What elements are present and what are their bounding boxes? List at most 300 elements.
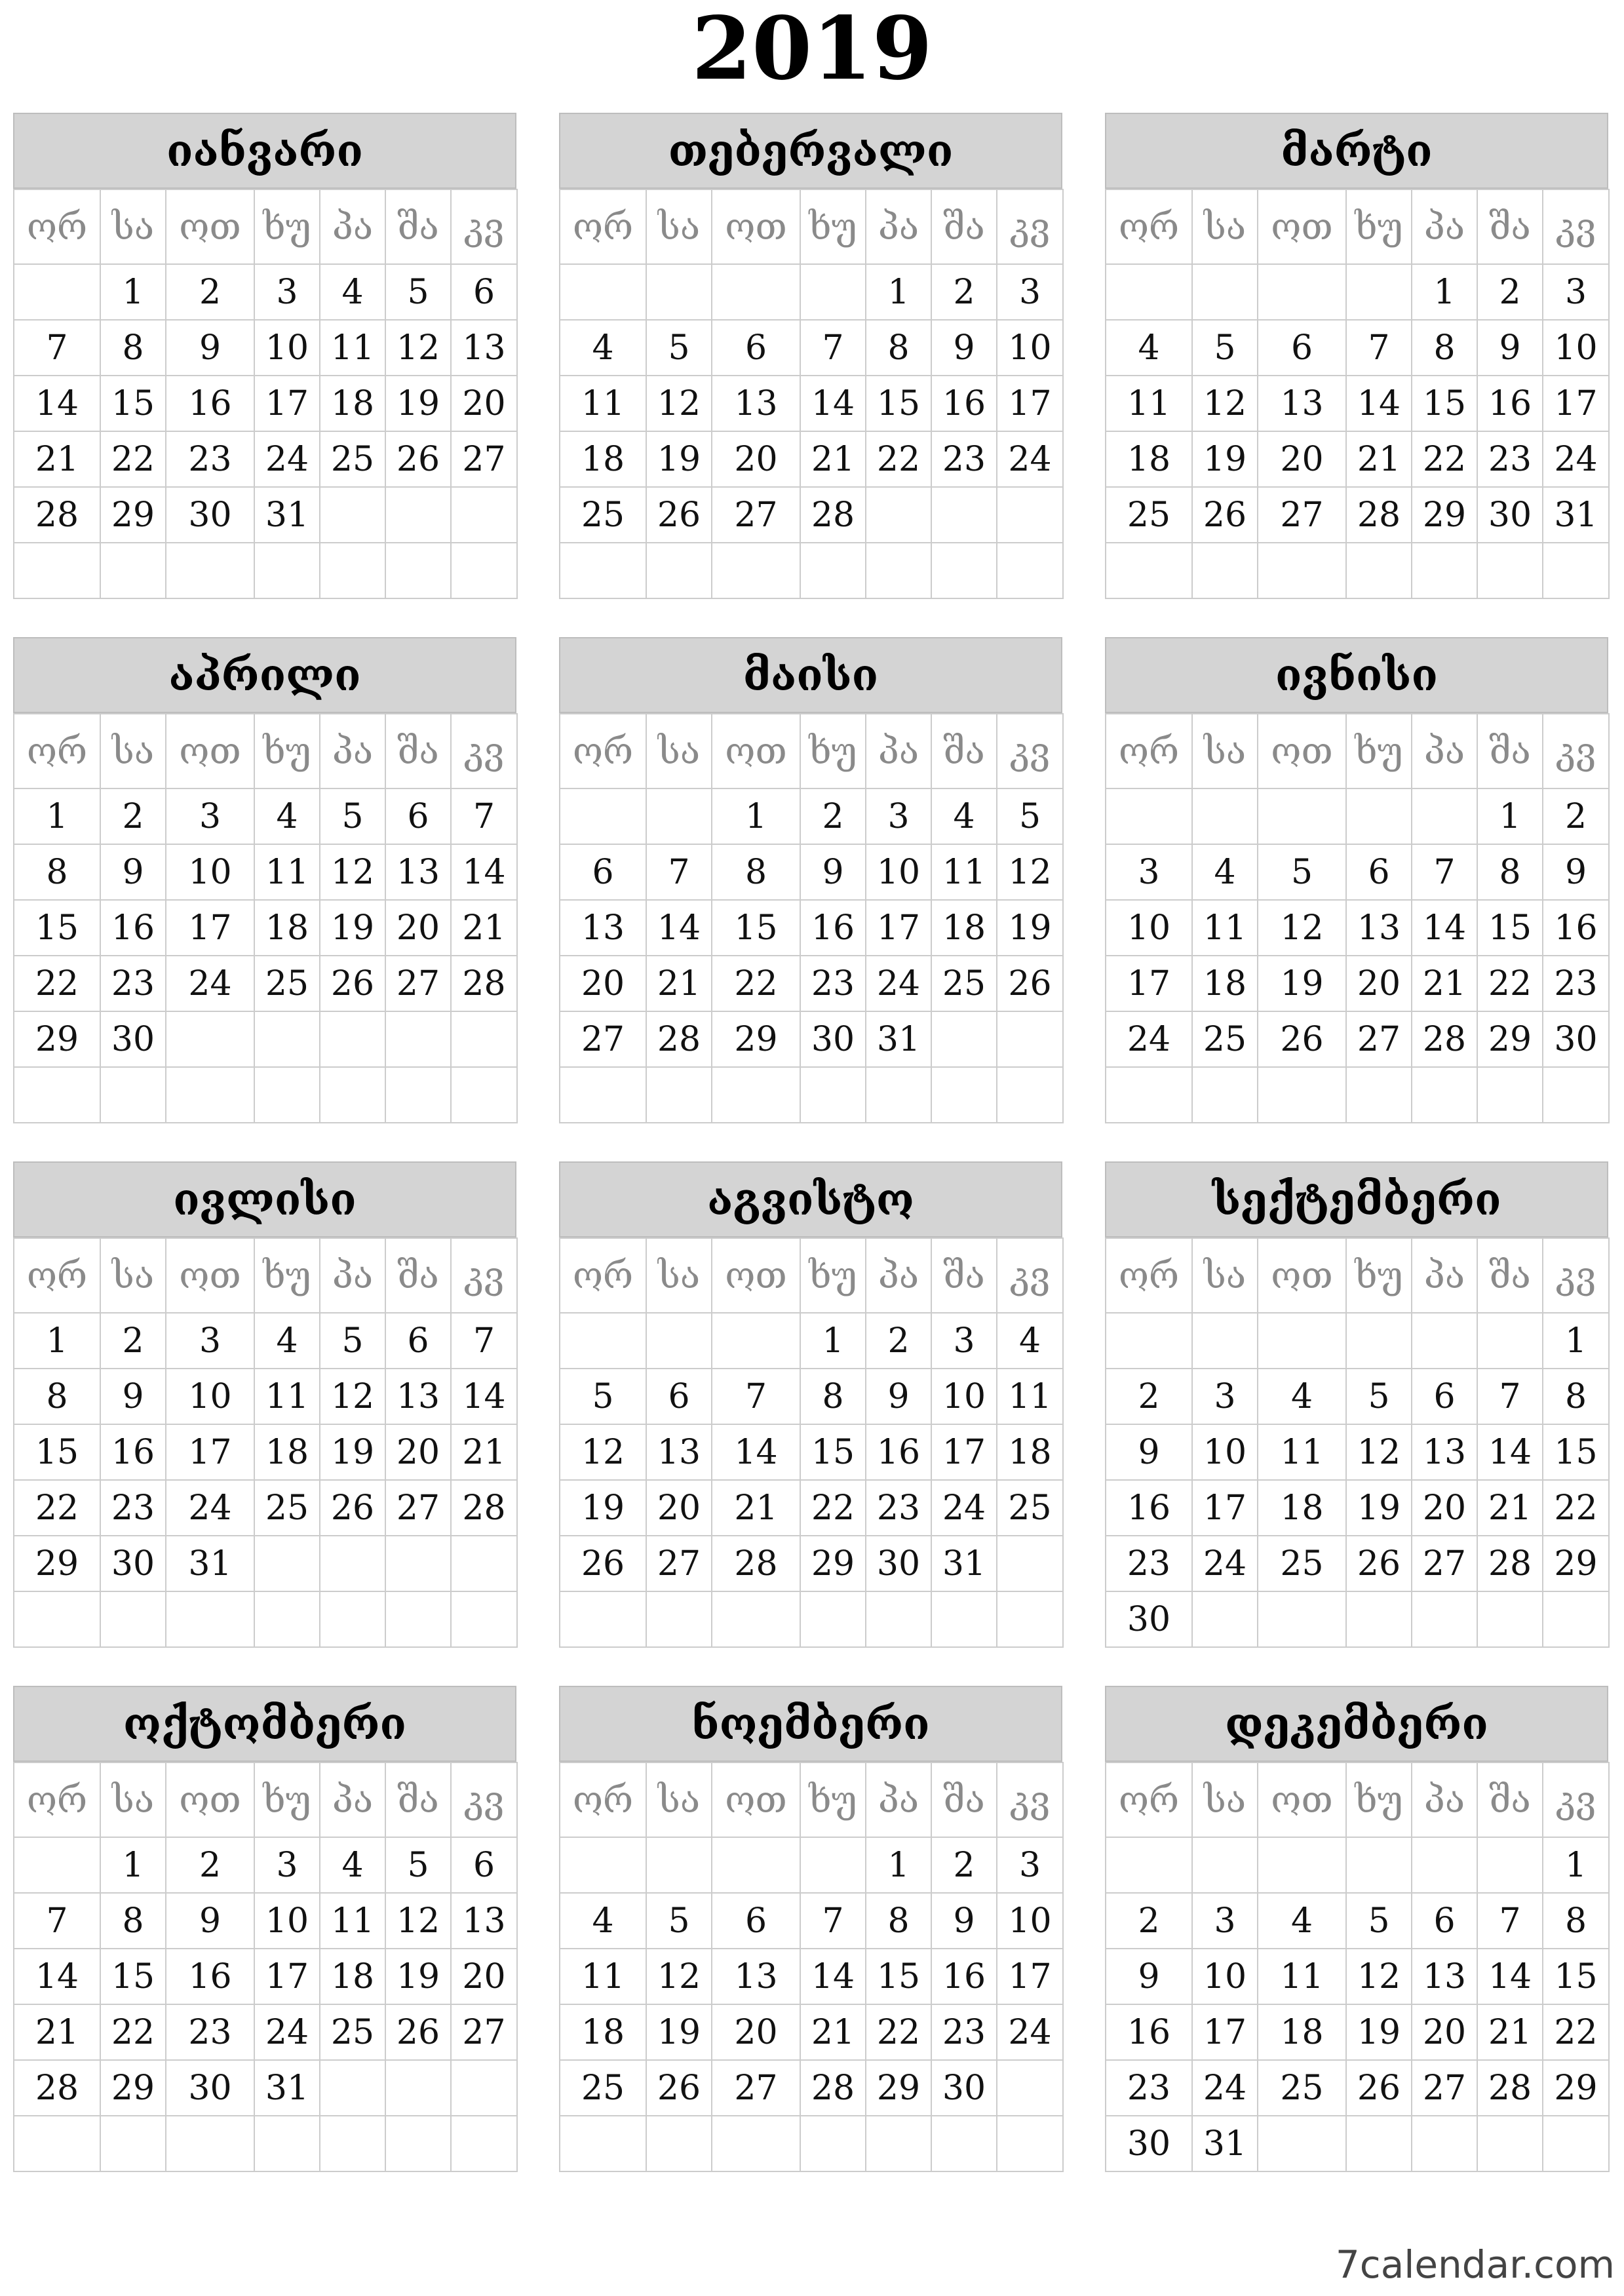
day-cell: 1 <box>14 1313 100 1369</box>
day-cell: 20 <box>712 2004 800 2060</box>
day-cell: 20 <box>712 431 800 487</box>
day-cell: 31 <box>1192 2116 1258 2171</box>
day-cell <box>1412 1591 1477 1647</box>
day-cell <box>1258 1591 1346 1647</box>
day-cell: 23 <box>866 1480 931 1536</box>
weekday-label: სა <box>1192 714 1258 788</box>
day-cell <box>997 1067 1063 1123</box>
day-cell: 22 <box>712 956 800 1011</box>
day-cell: 17 <box>166 900 254 956</box>
day-cell <box>646 2116 712 2171</box>
day-cell: 10 <box>866 844 931 900</box>
day-cell: 6 <box>712 320 800 376</box>
weekday-header-row <box>560 189 1063 264</box>
day-cell: 4 <box>997 1313 1063 1369</box>
day-cell: 20 <box>646 1480 712 1536</box>
day-cell: 12 <box>385 1893 451 1949</box>
day-cell: 28 <box>1477 1536 1543 1591</box>
weekday-label: ორ <box>1106 1238 1192 1313</box>
day-cell: 3 <box>254 264 320 320</box>
weekday-label: შა <box>931 714 997 788</box>
day-cell <box>451 1536 517 1591</box>
day-cell: 4 <box>560 1893 646 1949</box>
week-row <box>560 2060 1063 2116</box>
day-cell: 8 <box>1477 844 1543 900</box>
day-cell: 31 <box>866 1011 931 1067</box>
day-cell <box>712 1591 800 1647</box>
day-cell: 21 <box>712 1480 800 1536</box>
day-cell: 12 <box>1258 900 1346 956</box>
day-cell <box>451 2060 517 2116</box>
day-cell: 2 <box>931 264 997 320</box>
day-cell: 17 <box>1192 1480 1258 1536</box>
day-cell <box>320 1011 385 1067</box>
week-row <box>560 264 1063 320</box>
day-cell: 30 <box>1543 1011 1609 1067</box>
day-cell: 4 <box>320 1837 385 1893</box>
day-cell: 20 <box>1258 431 1346 487</box>
weekday-label: ხუ <box>254 189 320 264</box>
week-row <box>1106 1536 1609 1591</box>
day-cell <box>931 2116 997 2171</box>
day-cell <box>254 1011 320 1067</box>
day-cell: 24 <box>997 2004 1063 2060</box>
day-cell: 20 <box>1412 2004 1477 2060</box>
day-cell: 3 <box>931 1313 997 1369</box>
week-row <box>14 2116 517 2171</box>
day-cell <box>451 1011 517 1067</box>
day-cell: 1 <box>14 788 100 844</box>
weekday-header-row <box>560 714 1063 788</box>
day-cell <box>1412 1067 1477 1123</box>
day-cell: 9 <box>1477 320 1543 376</box>
day-cell: 23 <box>1543 956 1609 1011</box>
day-cell <box>320 2060 385 2116</box>
day-cell <box>1192 1837 1258 1893</box>
day-cell: 18 <box>320 376 385 431</box>
weekday-label: ხუ <box>800 189 866 264</box>
day-cell: 25 <box>1258 2060 1346 2116</box>
week-row <box>14 2004 517 2060</box>
footer-site-name: 7calendar.com <box>1335 2242 1615 2287</box>
day-cell: 27 <box>1412 1536 1477 1591</box>
day-cell: 9 <box>100 1369 166 1424</box>
weekday-label: კვ <box>1543 1762 1609 1837</box>
week-row <box>14 1949 517 2004</box>
day-cell <box>931 1067 997 1123</box>
day-cell: 7 <box>712 1369 800 1424</box>
day-cell: 8 <box>1543 1369 1609 1424</box>
weekday-label: ოთ <box>712 1238 800 1313</box>
day-cell: 2 <box>1106 1893 1192 1949</box>
weekday-header-row <box>14 714 517 788</box>
day-cell: 31 <box>166 1536 254 1591</box>
weekday-label: სა <box>1192 189 1258 264</box>
week-row <box>14 1591 517 1647</box>
day-cell: 6 <box>385 1313 451 1369</box>
day-cell <box>866 543 931 598</box>
day-cell: 2 <box>100 788 166 844</box>
day-cell: 19 <box>320 1424 385 1480</box>
day-cell: 16 <box>1106 1480 1192 1536</box>
day-cell: 29 <box>866 2060 931 2116</box>
weekday-label: სა <box>646 1762 712 1837</box>
weekday-header-row <box>560 1762 1063 1837</box>
day-cell: 24 <box>1106 1011 1192 1067</box>
day-cell: 30 <box>866 1536 931 1591</box>
day-cell <box>385 1011 451 1067</box>
weekday-label: კვ <box>1543 1238 1609 1313</box>
day-cell <box>1477 2116 1543 2171</box>
day-cell: 15 <box>866 1949 931 2004</box>
day-cell <box>1192 788 1258 844</box>
day-cell: 16 <box>931 1949 997 2004</box>
weekday-label: კვ <box>451 714 517 788</box>
day-cell <box>712 543 800 598</box>
month-grid <box>559 713 1064 1123</box>
day-cell <box>320 487 385 543</box>
day-cell <box>451 487 517 543</box>
day-cell: 22 <box>1477 956 1543 1011</box>
day-cell: 10 <box>254 320 320 376</box>
day-cell: 22 <box>1543 2004 1609 2060</box>
day-cell: 6 <box>646 1369 712 1424</box>
day-cell <box>1192 264 1258 320</box>
day-cell: 10 <box>931 1369 997 1424</box>
day-cell: 9 <box>1106 1424 1192 1480</box>
weekday-label: ოთ <box>166 1762 254 1837</box>
day-cell <box>1543 1067 1609 1123</box>
day-cell: 9 <box>866 1369 931 1424</box>
week-row <box>560 1313 1063 1369</box>
day-cell: 24 <box>166 1480 254 1536</box>
day-cell: 18 <box>320 1949 385 2004</box>
day-cell: 5 <box>385 1837 451 1893</box>
day-cell: 7 <box>14 320 100 376</box>
day-cell <box>560 2116 646 2171</box>
week-row <box>560 844 1063 900</box>
week-row <box>560 1837 1063 1893</box>
day-cell: 10 <box>997 1893 1063 1949</box>
day-cell: 26 <box>1346 1536 1412 1591</box>
month-grid <box>13 189 518 599</box>
week-row <box>14 1893 517 1949</box>
weekday-label: შა <box>931 1238 997 1313</box>
day-cell: 11 <box>254 844 320 900</box>
day-cell: 1 <box>1477 788 1543 844</box>
day-cell <box>931 1591 997 1647</box>
month-grid <box>559 189 1064 599</box>
day-cell: 27 <box>1412 2060 1477 2116</box>
day-cell: 14 <box>646 900 712 956</box>
day-cell <box>560 1067 646 1123</box>
day-cell <box>1258 264 1346 320</box>
day-cell <box>1106 264 1192 320</box>
day-cell <box>646 788 712 844</box>
day-cell: 25 <box>1258 1536 1346 1591</box>
day-cell: 30 <box>931 2060 997 2116</box>
day-cell: 19 <box>646 2004 712 2060</box>
day-cell: 24 <box>1543 431 1609 487</box>
day-cell <box>1346 1313 1412 1369</box>
day-cell <box>800 264 866 320</box>
day-cell: 17 <box>1106 956 1192 1011</box>
day-cell <box>1346 1591 1412 1647</box>
week-row <box>1106 2060 1609 2116</box>
weekday-label: კვ <box>451 1762 517 1837</box>
weekday-label: სა <box>100 714 166 788</box>
day-cell: 16 <box>100 1424 166 1480</box>
day-cell: 11 <box>560 1949 646 2004</box>
week-row <box>14 2060 517 2116</box>
weekday-label: პა <box>866 189 931 264</box>
week-row <box>14 1313 517 1369</box>
day-cell: 13 <box>1412 1949 1477 2004</box>
day-cell <box>320 543 385 598</box>
day-cell: 29 <box>14 1011 100 1067</box>
day-cell: 16 <box>1543 900 1609 956</box>
weekday-label: შა <box>385 1238 451 1313</box>
weekday-label: ოთ <box>712 1762 800 1837</box>
weekday-label: ორ <box>14 1238 100 1313</box>
week-row <box>1106 1480 1609 1536</box>
day-cell: 9 <box>931 1893 997 1949</box>
day-cell: 27 <box>385 956 451 1011</box>
day-cell: 18 <box>254 1424 320 1480</box>
day-cell: 8 <box>1412 320 1477 376</box>
day-cell: 17 <box>254 1949 320 2004</box>
day-cell <box>166 2116 254 2171</box>
day-cell: 31 <box>1543 487 1609 543</box>
day-cell: 18 <box>997 1424 1063 1480</box>
day-cell: 17 <box>866 900 931 956</box>
month-name: თებერვალი <box>559 113 1062 189</box>
day-cell <box>1412 1313 1477 1369</box>
day-cell: 24 <box>1192 2060 1258 2116</box>
day-cell: 27 <box>451 2004 517 2060</box>
day-cell: 25 <box>560 2060 646 2116</box>
day-cell: 22 <box>100 2004 166 2060</box>
day-cell: 23 <box>1477 431 1543 487</box>
weekday-label: ორ <box>560 189 646 264</box>
day-cell: 14 <box>1477 1949 1543 2004</box>
day-cell: 14 <box>800 376 866 431</box>
week-row <box>560 1424 1063 1480</box>
day-cell <box>385 543 451 598</box>
day-cell: 26 <box>1258 1011 1346 1067</box>
day-cell <box>712 1313 800 1369</box>
day-cell <box>254 543 320 598</box>
day-cell: 16 <box>166 1949 254 2004</box>
day-cell: 3 <box>997 1837 1063 1893</box>
day-cell: 12 <box>560 1424 646 1480</box>
day-cell: 20 <box>560 956 646 1011</box>
day-cell: 16 <box>100 900 166 956</box>
day-cell: 7 <box>451 788 517 844</box>
day-cell: 20 <box>385 1424 451 1480</box>
day-cell: 4 <box>1192 844 1258 900</box>
month-grid <box>559 1762 1064 2172</box>
month-grid <box>13 1237 518 1648</box>
day-cell <box>866 2116 931 2171</box>
day-cell: 2 <box>166 264 254 320</box>
day-cell: 11 <box>1258 1949 1346 2004</box>
day-cell: 14 <box>712 1424 800 1480</box>
day-cell: 10 <box>166 844 254 900</box>
day-cell: 19 <box>1258 956 1346 1011</box>
week-row <box>560 956 1063 1011</box>
week-row <box>1106 1424 1609 1480</box>
day-cell: 3 <box>1543 264 1609 320</box>
weekday-label: შა <box>1477 189 1543 264</box>
day-cell <box>166 1011 254 1067</box>
day-cell: 12 <box>385 320 451 376</box>
year-title: 2019 <box>691 0 933 100</box>
week-row <box>560 320 1063 376</box>
week-row <box>560 487 1063 543</box>
week-row <box>560 1893 1063 1949</box>
weekday-label: ოთ <box>712 189 800 264</box>
day-cell: 21 <box>1477 1480 1543 1536</box>
day-cell: 17 <box>997 376 1063 431</box>
week-row <box>1106 1067 1609 1123</box>
day-cell: 11 <box>931 844 997 900</box>
day-cell: 29 <box>712 1011 800 1067</box>
weekday-label: პა <box>320 714 385 788</box>
day-cell: 19 <box>320 900 385 956</box>
day-cell: 7 <box>1477 1893 1543 1949</box>
weekday-label: ოთ <box>166 189 254 264</box>
month-block <box>13 1161 516 1648</box>
day-cell: 30 <box>166 487 254 543</box>
day-cell: 10 <box>1192 1424 1258 1480</box>
week-row <box>1106 1313 1609 1369</box>
day-cell: 13 <box>1346 900 1412 956</box>
day-cell: 15 <box>1543 1949 1609 2004</box>
day-cell: 30 <box>100 1536 166 1591</box>
day-cell: 25 <box>254 956 320 1011</box>
day-cell: 16 <box>1477 376 1543 431</box>
day-cell: 7 <box>1412 844 1477 900</box>
day-cell: 13 <box>712 376 800 431</box>
month-block <box>13 113 516 599</box>
week-row <box>14 487 517 543</box>
day-cell: 16 <box>166 376 254 431</box>
day-cell <box>646 543 712 598</box>
day-cell: 1 <box>100 1837 166 1893</box>
day-cell: 9 <box>1106 1949 1192 2004</box>
weekday-label: ოთ <box>1258 1762 1346 1837</box>
week-row <box>1106 1949 1609 2004</box>
day-cell <box>1192 543 1258 598</box>
day-cell: 10 <box>1192 1949 1258 2004</box>
month-block <box>1105 1686 1608 2172</box>
day-cell: 4 <box>320 264 385 320</box>
day-cell: 11 <box>1106 376 1192 431</box>
day-cell: 28 <box>712 1536 800 1591</box>
week-row <box>14 264 517 320</box>
day-cell: 6 <box>1346 844 1412 900</box>
weekday-header-row <box>560 1238 1063 1313</box>
day-cell: 10 <box>1106 900 1192 956</box>
day-cell: 1 <box>800 1313 866 1369</box>
day-cell: 9 <box>800 844 866 900</box>
day-cell <box>1346 264 1412 320</box>
day-cell <box>931 487 997 543</box>
day-cell: 8 <box>800 1369 866 1424</box>
weekday-label: პა <box>320 1762 385 1837</box>
day-cell: 13 <box>712 1949 800 2004</box>
week-row <box>1106 320 1609 376</box>
day-cell: 3 <box>866 788 931 844</box>
day-cell <box>14 1837 100 1893</box>
day-cell: 9 <box>166 1893 254 1949</box>
week-row <box>1106 956 1609 1011</box>
weekday-label: შა <box>931 189 997 264</box>
day-cell <box>1258 1067 1346 1123</box>
day-cell <box>800 1591 866 1647</box>
day-cell: 15 <box>1543 1424 1609 1480</box>
day-cell <box>320 1591 385 1647</box>
day-cell: 6 <box>560 844 646 900</box>
day-cell: 23 <box>100 1480 166 1536</box>
day-cell: 13 <box>385 1369 451 1424</box>
day-cell: 2 <box>800 788 866 844</box>
weekday-label: პა <box>1412 189 1477 264</box>
day-cell <box>1346 1067 1412 1123</box>
day-cell <box>166 543 254 598</box>
day-cell: 25 <box>1192 1011 1258 1067</box>
day-cell: 24 <box>931 1480 997 1536</box>
week-row <box>14 844 517 900</box>
weekday-label: ხუ <box>254 1762 320 1837</box>
day-cell: 11 <box>1258 1424 1346 1480</box>
day-cell <box>712 1067 800 1123</box>
day-cell: 20 <box>451 1949 517 2004</box>
weekday-label: შა <box>1477 1762 1543 1837</box>
weekday-label: სა <box>646 714 712 788</box>
day-cell: 8 <box>14 1369 100 1424</box>
weekday-label: შა <box>385 1762 451 1837</box>
day-cell: 8 <box>14 844 100 900</box>
week-row <box>14 431 517 487</box>
day-cell: 29 <box>100 487 166 543</box>
day-cell: 23 <box>800 956 866 1011</box>
weekday-label: ოთ <box>166 1238 254 1313</box>
day-cell: 21 <box>646 956 712 1011</box>
day-cell <box>166 1591 254 1647</box>
day-cell <box>800 543 866 598</box>
day-cell: 20 <box>1412 1480 1477 1536</box>
day-cell: 4 <box>560 320 646 376</box>
weekday-label: კვ <box>451 189 517 264</box>
day-cell: 28 <box>14 487 100 543</box>
day-cell: 4 <box>931 788 997 844</box>
day-cell: 26 <box>1346 2060 1412 2116</box>
day-cell <box>1477 1313 1543 1369</box>
day-cell <box>800 1837 866 1893</box>
day-cell: 26 <box>385 2004 451 2060</box>
day-cell <box>100 1067 166 1123</box>
week-row <box>1106 543 1609 598</box>
weekday-label: ხუ <box>800 1238 866 1313</box>
week-row <box>14 1369 517 1424</box>
day-cell: 2 <box>1106 1369 1192 1424</box>
day-cell: 7 <box>800 320 866 376</box>
day-cell: 28 <box>800 2060 866 2116</box>
day-cell: 24 <box>166 956 254 1011</box>
week-row <box>14 900 517 956</box>
